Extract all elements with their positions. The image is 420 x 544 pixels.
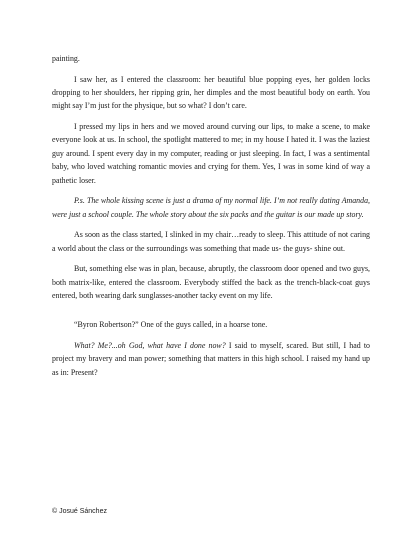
paragraph-7-dialogue: “Byron Robertson?” One of the guys called, in a hoarse tone. xyxy=(74,320,268,330)
paragraph-8 xyxy=(52,339,370,379)
paragraph-3: I pressed my lips in hers and we moved around curving our lips, to make a scene, to make everyone look at us. In school, the spotlight mattered to me; in my house I hated it. I was the laziest guy around. I spent every day in my computer, reading or just sleeping. In fact, I was a sentimental baby, who loved watching romantic movies and crying for them. Yes, I was in some kind of way a pathetic loser. xyxy=(52,122,370,185)
paragraph-8-normal: I said to myself, scared. But still, I had to project my bravery and man power; something that matters in this high school. I raised my hand up as in: Present? xyxy=(52,341,370,377)
story-text xyxy=(52,52,370,386)
paragraph-2: I saw her, as I entered the classroom: her beautiful blue popping eyes, her golden locks dropping to her shoulders, her ripping grin, her dimples and the most beautiful body on earth. You might say I’m just for the physique, but so what? I don’t care. xyxy=(52,74,370,111)
paragraph-1: painting. xyxy=(52,54,80,63)
paragraph-5: As soon as the class started, I slinked in my chair…ready to sleep. This attitude of not caring a world about the class or the surroundings was something that made us- the guys- shine out. xyxy=(52,230,370,253)
paragraph-6: But, something else was in plan, because, abruptly, the classroom door opened and two guys, both matrix-like, entered the classroom. Everybody stiffed the back as the trench-black-coat guys entered, both wearing dark sunglasses-another tacky event on my life. xyxy=(52,264,370,301)
paragraph-8-italic: What? Me?...oh God, what have I done now? xyxy=(74,341,226,351)
paragraph-4-italic-note: P.s. The whole kissing scene is just a drama of my normal life. I’m not really dating Amanda, were just a school couple. The whole story about the six packs and the guitar is our made up story. xyxy=(52,196,370,219)
copyright-footer: © Josué Sánchez xyxy=(52,508,107,515)
